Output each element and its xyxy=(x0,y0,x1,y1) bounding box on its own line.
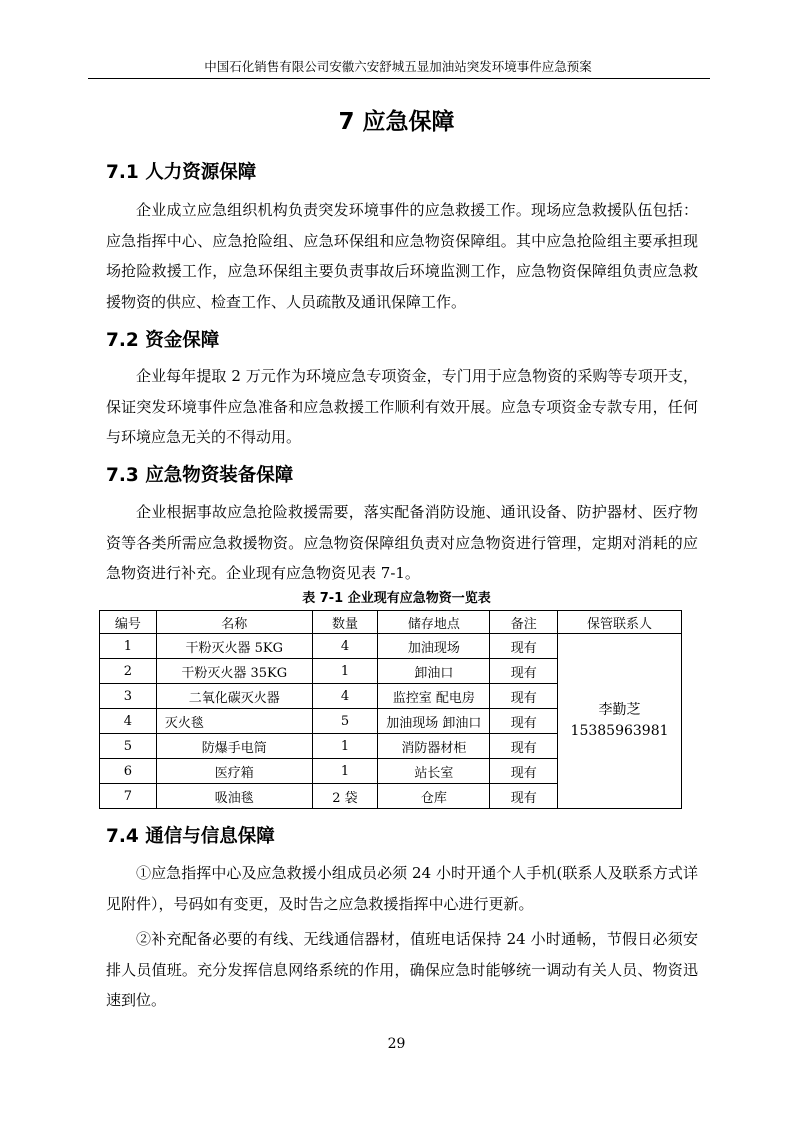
cell-contact xyxy=(558,634,682,809)
cell-quantity: 4 xyxy=(312,634,378,659)
cell-number: 4 xyxy=(100,709,157,734)
chapter-title: 7 应急保障 xyxy=(338,109,455,135)
header-cell-location: 储存地点 xyxy=(378,611,490,634)
cell-name: 灭火毯 xyxy=(156,709,312,734)
header-cell-quantity: 数量 xyxy=(312,611,378,634)
table-row xyxy=(100,634,682,659)
contact-phone: 15385963981 xyxy=(570,723,669,739)
cell-location: 加油现场 卸油口 xyxy=(378,709,490,734)
cell-name: 干粉灭火器 35KG xyxy=(156,659,312,684)
cell-quantity: 5 xyxy=(312,709,378,734)
cell-location: 加油现场 xyxy=(378,634,490,659)
section-heading-7-2: 7.2 资金保障 xyxy=(106,330,220,351)
paragraph-7-2: 企业每年提取 2 万元作为环境应急专项资金，专门用于应急物资的采购等专项开支，保证突发环境事件应急准备和应急救援工作顺利有效开展。应急专项资金专款专用，任何与环境应急无关的不得动用。 xyxy=(106,367,698,446)
section-heading-7-1: 7.1 人力资源保障 xyxy=(106,162,257,183)
cell-number: 7 xyxy=(100,784,157,809)
cell-quantity: 2 袋 xyxy=(312,784,378,809)
cell-number: 6 xyxy=(100,759,157,784)
page-number: 29 xyxy=(387,1036,406,1052)
paragraph-7-1: 企业成立应急组织机构负责突发环境事件的应急救援工作。现场应急救援队伍包括：应急指挥中心、应急抢险组、应急环保组和应急物资保障组。其中应急抢险组主要承担现场抢险救援工作，应急环保组主要负责事故后环境监测工作，应急物资保障组负责应急救援物资的供应、检查工作、人员疏散及通讯保障工作。 xyxy=(106,201,698,311)
cell-note: 现有 xyxy=(490,709,558,734)
cell-number: 1 xyxy=(100,634,157,659)
cell-note: 现有 xyxy=(490,684,558,709)
header-cell-contact: 保管联系人 xyxy=(558,611,682,634)
header-cell-name: 名称 xyxy=(156,611,312,634)
cell-number: 2 xyxy=(100,659,157,684)
section-heading-7-4: 7.4 通信与信息保障 xyxy=(106,826,275,847)
supplies-table xyxy=(99,610,682,809)
cell-quantity: 1 xyxy=(312,659,378,684)
cell-location: 监控室 配电房 xyxy=(378,684,490,709)
table-header-row xyxy=(100,611,682,634)
cell-name: 吸油毯 xyxy=(156,784,312,809)
cell-location: 仓库 xyxy=(378,784,490,809)
cell-quantity: 4 xyxy=(312,684,378,709)
cell-name: 干粉灭火器 5KG xyxy=(156,634,312,659)
table-caption: 表 7-1 企业现有应急物资一览表 xyxy=(302,591,491,606)
cell-number: 5 xyxy=(100,734,157,759)
cell-note: 现有 xyxy=(490,659,558,684)
header-rule xyxy=(88,78,710,79)
paragraph-7-3: 企业根据事故应急抢险救援需要，落实配备消防设施、通讯设备、防护器材、医疗物资等各类所需应急救援物资。应急物资保障组负责对应急物资进行管理，定期对消耗的应急物资进行补充。企业现有应急物资见表 7-1。 xyxy=(106,503,698,582)
cell-number: 3 xyxy=(100,684,157,709)
cell-name: 防爆手电筒 xyxy=(156,734,312,759)
header-cell-note: 备注 xyxy=(490,611,558,634)
cell-location: 卸油口 xyxy=(378,659,490,684)
cell-quantity: 1 xyxy=(312,734,378,759)
cell-note: 现有 xyxy=(490,784,558,809)
cell-note: 现有 xyxy=(490,759,558,784)
cell-note: 现有 xyxy=(490,634,558,659)
running-header: 中国石化销售有限公司安徽六安舒城五显加油站突发环境事件应急预案 xyxy=(204,59,592,74)
section-heading-7-3: 7.3 应急物资装备保障 xyxy=(106,465,294,486)
cell-note: 现有 xyxy=(490,734,558,759)
cell-name: 二氧化碳灭火器 xyxy=(156,684,312,709)
paragraph-7-4-1: ①应急指挥中心及应急救援小组成员必须 24 小时开通个人手机(联系人及联系方式详见附件），号码如有变更，及时告之应急救援指挥中心进行更新。 xyxy=(106,864,698,913)
contact-name: 李勤芝 xyxy=(598,702,641,718)
cell-quantity: 1 xyxy=(312,759,378,784)
cell-location: 消防器材柜 xyxy=(378,734,490,759)
cell-name: 医疗箱 xyxy=(156,759,312,784)
paragraph-7-4-2: ②补充配备必要的有线、无线通信器材，值班电话保持 24 小时通畅，节假日必须安排人员值班。充分发挥信息网络系统的作用，确保应急时能够统一调动有关人员、物资迅速到位。 xyxy=(106,930,698,1009)
header-cell-number: 编号 xyxy=(100,611,157,634)
cell-location: 站长室 xyxy=(378,759,490,784)
